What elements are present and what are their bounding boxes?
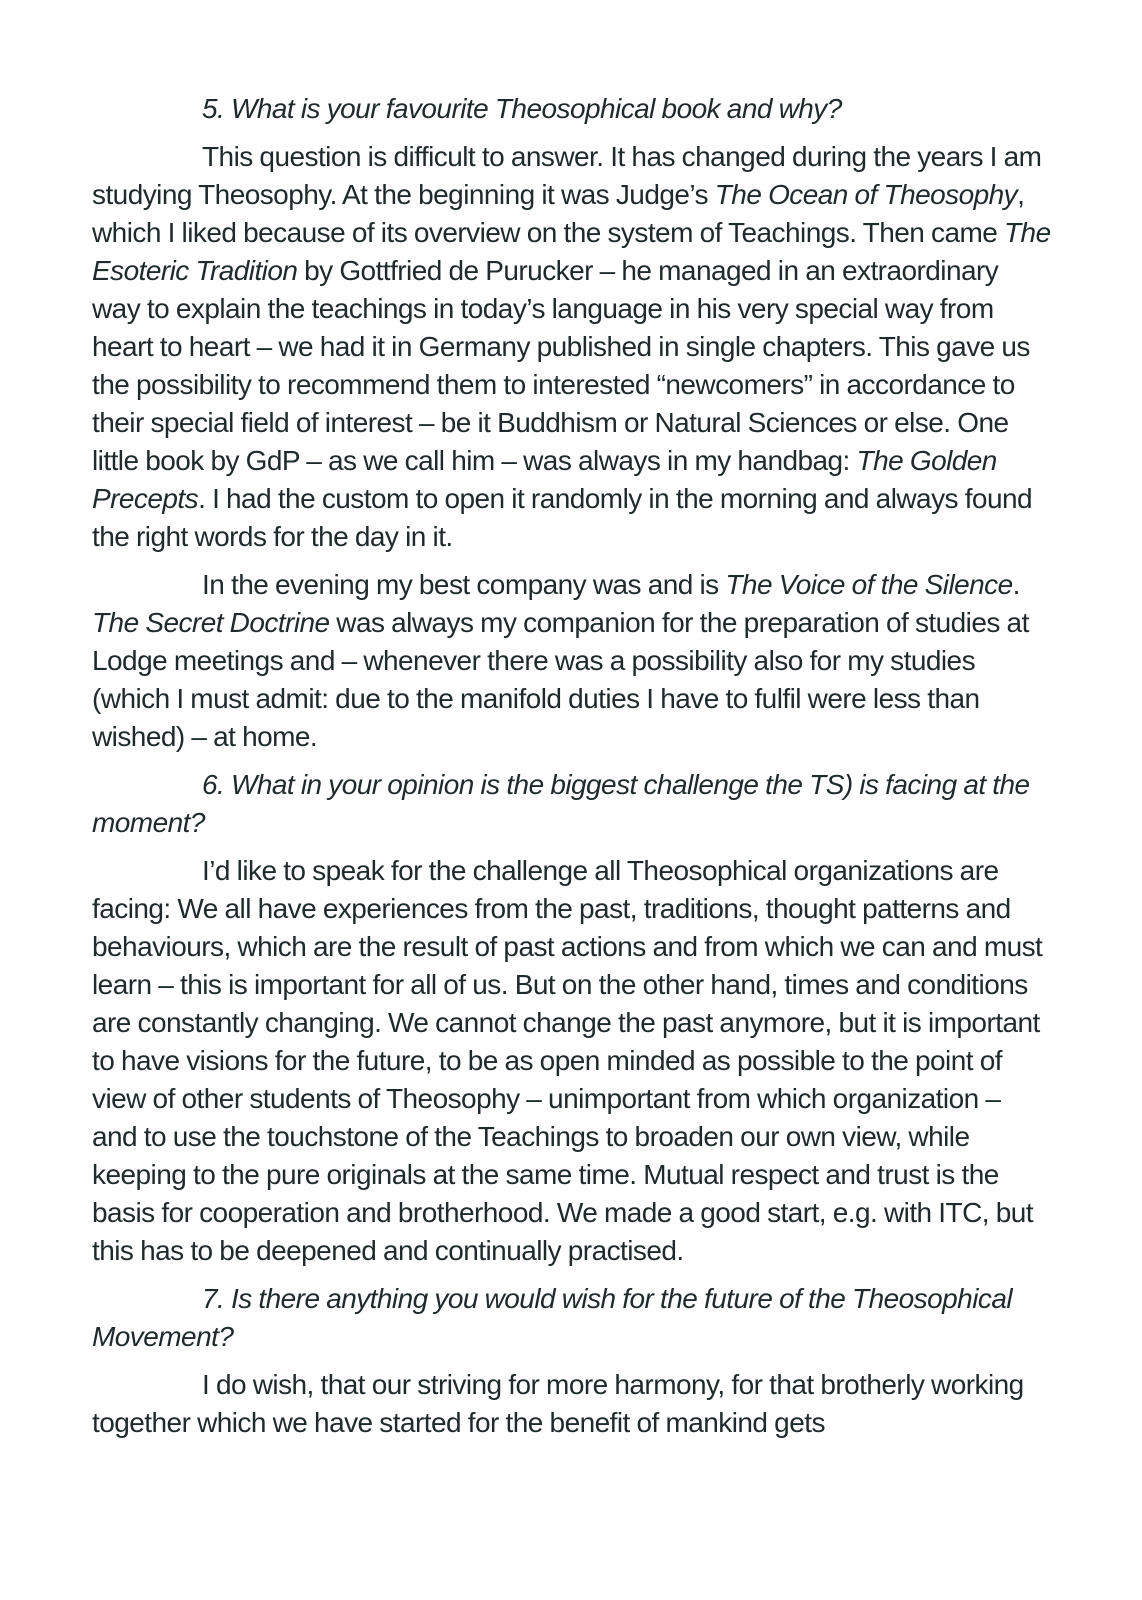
- answer-text: by Gottfried de Purucker – he managed in an extraordinary way to explain the teachings in today’s language in his very special way from heart to heart – we had it in Germany published in single chapters. This gave us the possibility to recommend them to interested “newcomers” in accordance to their special field of interest – be it Buddhism or Natural Sciences or else. One little book by GdP – as we call him – was always in my handbag:: [92, 255, 1030, 476]
- book-title-voice-of-the-silence: The Voice of the Silence: [725, 569, 1013, 600]
- book-title-secret-doctrine: The Secret Doctrine: [92, 607, 330, 638]
- answer-7: [92, 1366, 1052, 1442]
- answer-text: In the evening my best company was and is: [202, 569, 726, 600]
- answer-text: , which I liked because of its overview on the system of Teachings. Then came: [92, 179, 1025, 248]
- book-title-golden-precepts: The Golden Precepts: [92, 445, 997, 514]
- question-6: [92, 766, 1052, 842]
- question-7: [92, 1280, 1052, 1356]
- book-title-esoteric-tradition: The Esoteric Tradition: [92, 217, 1051, 286]
- book-title-ocean-of-theosophy: The Ocean of Theosophy: [714, 179, 1018, 210]
- answer-text: was always my companion for the preparation of studies at Lodge meetings and – whenever there was a possibility also for my studies (which I must admit: due to the manifold duties I have to fulfil were less than wished) – at home.: [92, 607, 1029, 752]
- answer-text: I’d like to speak for the challenge all Theosophical organizations are facing: We all have experiences from the past, traditions, thought patterns and behaviours, which are the result of past actions and from which we can and must learn – this is important for all of us. But on the other hand, times and conditions are constantly changing. We cannot change the past anymore, but it is important to have visions for the future, to be as open minded as possible to the point of view of other students of Theosophy – unimportant from which organization – and to use the touchstone of the Teachings to broaden our own view, while keeping to the pure originals at the same time. Mutual respect and trust is the basis for cooperation and brotherhood. We made a good start, e.g. with ITC, but this has to be deepened and continually practised.: [92, 855, 1043, 1266]
- answer-text: I do wish, that our striving for more harmony, for that brotherly working together which we have started for the benefit of mankind gets: [92, 1369, 1024, 1438]
- answer-text: . I had the custom to open it randomly in the morning and always found the right words for the day in it.: [92, 483, 1033, 552]
- answer-5-part-2: [92, 566, 1052, 756]
- document-page: [92, 90, 1052, 1442]
- question-text: 7. Is there anything you would wish for the future of the Theosophical Movement?: [92, 1283, 1013, 1352]
- answer-text: This question is difficult to answer. It has changed during the years I am studying Theosophy. At the beginning it was Judge’s: [92, 141, 1042, 210]
- answer-5-part-1: [92, 138, 1052, 556]
- question-5: [92, 90, 1052, 128]
- answer-text: .: [1012, 569, 1020, 600]
- question-text: 5. What is your favourite Theosophical book and why?: [202, 93, 842, 124]
- answer-6: [92, 852, 1052, 1270]
- question-text: 6. What in your opinion is the biggest challenge the TS) is facing at the moment?: [92, 769, 1030, 838]
